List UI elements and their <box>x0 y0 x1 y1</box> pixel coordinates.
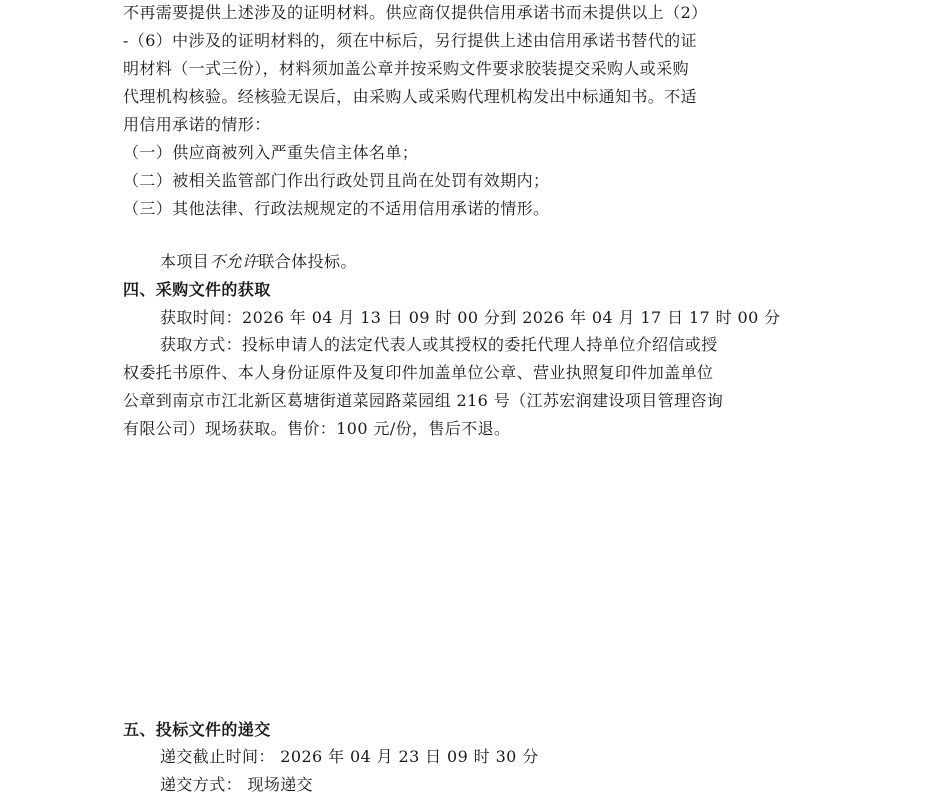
credit-paragraph-line: -（6）中涉及的证明材料的，须在中标后，另行提供上述由信用承诺书替代的证 <box>123 31 697 50</box>
acquisition-time: 获取时间：2026 年 04 月 13 日 09 时 00 分到 2026 年 04 月 17 日 17 时 00 分 <box>160 308 781 327</box>
credit-paragraph-line: 不再需要提供上述涉及的证明材料。供应商仅提供信用承诺书而未提供以上（2） <box>123 3 708 22</box>
acquisition-method-line: 有限公司）现场获取。售价：100 元/份，售后不退。 <box>123 419 511 438</box>
acquisition-method-line: 获取方式：投标申请人的法定代表人或其授权的委托代理人持单位介绍信或授 <box>160 335 718 354</box>
consortium-statement <box>160 249 850 275</box>
consortium-prefix: 本项目 <box>160 252 210 271</box>
exclusion-item: （三）其他法律、行政法规规定的不适用信用承诺的情形。 <box>123 199 550 218</box>
section-4-title: 四、采购文件的获取 <box>123 280 271 299</box>
acquisition-method-line: 权委托书原件、本人身份证原件及复印件加盖单位公章、营业执照复印件加盖单位 <box>123 363 714 382</box>
credit-paragraph-line: 明材料（一式三份），材料须加盖公章并按采购文件要求胶装提交采购人或采购 <box>123 59 690 78</box>
credit-paragraph-line: 用信用承诺的情形： <box>123 115 271 134</box>
section-5-title: 五、投标文件的递交 <box>123 720 271 739</box>
acquisition-method-line: 公章到南京市江北新区葛塘街道菜园路菜园组 216 号（江苏宏润建设项目管理咨询 <box>123 391 724 410</box>
credit-paragraph-line: 代理机构核验。经核验无误后，由采购人或采购代理机构发出中标通知书。不适 <box>123 87 698 106</box>
exclusion-item: （二）被相关监管部门作出行政处罚且尚在处罚有效期内； <box>123 171 550 190</box>
consortium-suffix: 联合体投标。 <box>258 252 357 271</box>
consortium-emphasis: 不允许 <box>209 252 259 271</box>
submission-deadline: 递交截止时间： 2026 年 04 月 23 日 09 时 30 分 <box>160 747 539 766</box>
exclusion-item: （一）供应商被列入严重失信主体名单； <box>123 143 419 162</box>
submission-method: 递交方式： 现场递交 <box>160 775 314 794</box>
